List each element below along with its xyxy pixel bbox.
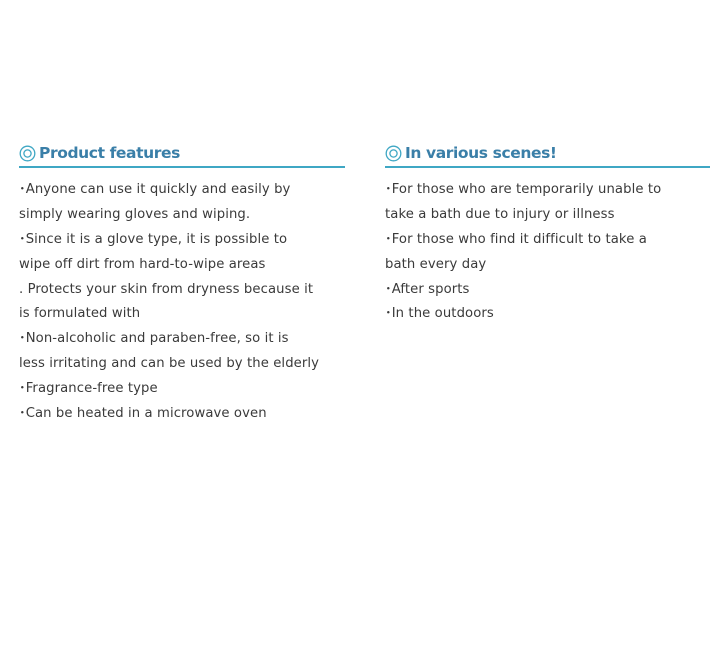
feature-line: . Protects your skin from dryness because it: [19, 281, 314, 297]
scene-line: ･In the outdoors: [385, 306, 494, 322]
feature-line: is formulated with: [19, 306, 141, 322]
feature-line: ･Fragrance-free type: [19, 381, 158, 397]
product-features-list: [19, 178, 345, 427]
scene-line: ･For those who are temporarily unable to: [385, 182, 662, 197]
various-scenes-heading: [385, 140, 710, 168]
scene-line: ･After sports: [385, 281, 470, 297]
scene-line: take a bath due to injury or illness: [385, 206, 615, 222]
feature-line: ･Non-alcoholic and paraben-free, so it is: [19, 331, 289, 347]
various-scenes-list: [385, 178, 710, 327]
product-features-section: [19, 140, 345, 427]
feature-line: ･Anyone can use it quickly and easily by: [19, 182, 291, 197]
feature-line: less irritating and can be used by the elderly: [19, 356, 320, 372]
product-features-heading: [19, 140, 345, 168]
feature-line: ･Since it is a glove type, it is possible to: [19, 231, 288, 247]
various-scenes-section: [385, 140, 710, 327]
double-circle-icon: [19, 145, 36, 162]
scene-line: ･For those who find it difficult to take a: [385, 231, 647, 247]
various-scenes-title: In various scenes!: [405, 144, 557, 162]
feature-line: wipe off dirt from hard-to-wipe areas: [19, 256, 266, 272]
feature-line: ･Can be heated in a microwave oven: [19, 406, 267, 422]
double-circle-icon: [385, 145, 402, 162]
feature-line: simply wearing gloves and wiping.: [19, 206, 251, 222]
product-features-title: Product features: [39, 144, 180, 162]
scene-line: bath every day: [385, 256, 487, 272]
